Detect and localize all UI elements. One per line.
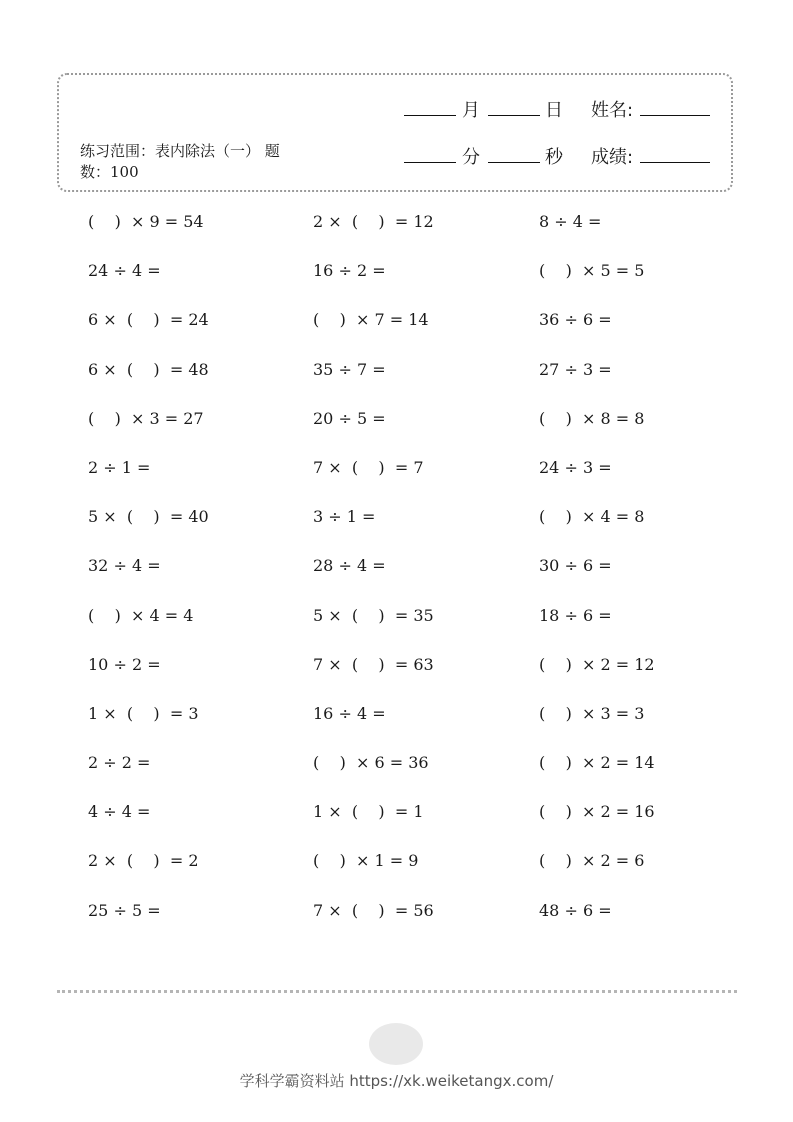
problem-item: 6 × ( ) = 48 <box>88 359 209 379</box>
problem-item: 24 ÷ 4 = <box>88 261 161 281</box>
problem-item: 18 ÷ 6 = <box>539 605 612 625</box>
problem-item: ( ) × 6 = 36 <box>313 753 429 773</box>
month-label: 月 <box>462 100 480 121</box>
problem-item: 27 ÷ 3 = <box>539 359 612 379</box>
problem-item: ( ) × 4 = 4 <box>88 605 194 625</box>
problem-item: 20 ÷ 5 = <box>313 408 386 428</box>
problem-item: 2 ÷ 1 = <box>88 457 151 477</box>
problem-item: 35 ÷ 7 = <box>313 359 386 379</box>
minute-blank[interactable] <box>404 162 456 163</box>
month-blank[interactable] <box>404 115 456 116</box>
problem-grid <box>88 210 708 948</box>
day-label: 日 <box>545 100 563 121</box>
problem-item: 48 ÷ 6 = <box>539 900 612 920</box>
problem-item: 10 ÷ 2 = <box>88 654 161 674</box>
problem-item: 32 ÷ 4 = <box>88 556 161 576</box>
problem-item: 4 ÷ 4 = <box>88 802 151 822</box>
problem-item: ( ) × 5 = 5 <box>539 261 645 281</box>
practice-range: 练习范围：表内除法（一） 题 <box>80 142 280 160</box>
problem-item: ( ) × 9 = 54 <box>88 212 204 231</box>
problem-item: ( ) × 1 = 9 <box>313 851 419 871</box>
minute-label: 分 <box>462 147 480 168</box>
problem-item: 16 ÷ 4 = <box>313 703 386 723</box>
problem-item: ( ) × 2 = 14 <box>539 753 655 773</box>
problem-item: 2 × ( ) = 12 <box>313 212 434 231</box>
question-count-label: 数： <box>80 163 111 181</box>
second-blank[interactable] <box>488 162 540 163</box>
problem-item: ( ) × 2 = 16 <box>539 802 655 822</box>
problem-item: 16 ÷ 2 = <box>313 261 386 281</box>
problem-item: 1 × ( ) = 3 <box>88 703 199 723</box>
problem-item: 5 × ( ) = 40 <box>88 507 209 527</box>
second-label: 秒 <box>545 147 563 168</box>
problem-item: 7 × ( ) = 7 <box>313 457 424 477</box>
problem-item: ( ) × 2 = 6 <box>539 851 645 871</box>
bottom-divider <box>57 990 737 993</box>
score-blank[interactable] <box>640 162 710 163</box>
problem-item: 8 ÷ 4 = <box>539 212 602 231</box>
problem-item: 2 × ( ) = 2 <box>88 851 199 871</box>
page-number-badge <box>369 1023 423 1065</box>
question-count-value: 100 <box>110 163 139 181</box>
name-label: 姓名: <box>591 100 634 121</box>
problem-item: ( ) × 3 = 27 <box>88 408 204 428</box>
problem-item: 36 ÷ 6 = <box>539 310 612 330</box>
problem-item: 30 ÷ 6 = <box>539 556 612 576</box>
problem-item: 7 × ( ) = 56 <box>313 900 434 920</box>
score-label: 成绩: <box>591 147 634 168</box>
problem-item: ( ) × 4 = 8 <box>539 507 645 527</box>
day-blank[interactable] <box>488 115 540 116</box>
problem-item: 6 × ( ) = 24 <box>88 310 209 330</box>
problem-item: ( ) × 3 = 3 <box>539 703 645 723</box>
problem-item: 25 ÷ 5 = <box>88 900 161 920</box>
problem-item: 28 ÷ 4 = <box>313 556 386 576</box>
footer-watermark: 学科学霸资料站 https://xk.weiketangx.com/ <box>239 1072 554 1090</box>
problem-item: ( ) × 8 = 8 <box>539 408 645 428</box>
problem-item: 24 ÷ 3 = <box>539 457 612 477</box>
problem-item: 3 ÷ 1 = <box>313 507 376 527</box>
problem-item: 5 × ( ) = 35 <box>313 605 434 625</box>
problem-item: ( ) × 7 = 14 <box>313 310 429 330</box>
problem-item: 2 ÷ 2 = <box>88 753 151 773</box>
name-blank[interactable] <box>640 115 710 116</box>
problem-item: ( ) × 2 = 12 <box>539 654 655 674</box>
practice-info <box>80 141 312 183</box>
problem-item: 7 × ( ) = 63 <box>313 654 434 674</box>
problem-item: 1 × ( ) = 1 <box>313 802 424 822</box>
